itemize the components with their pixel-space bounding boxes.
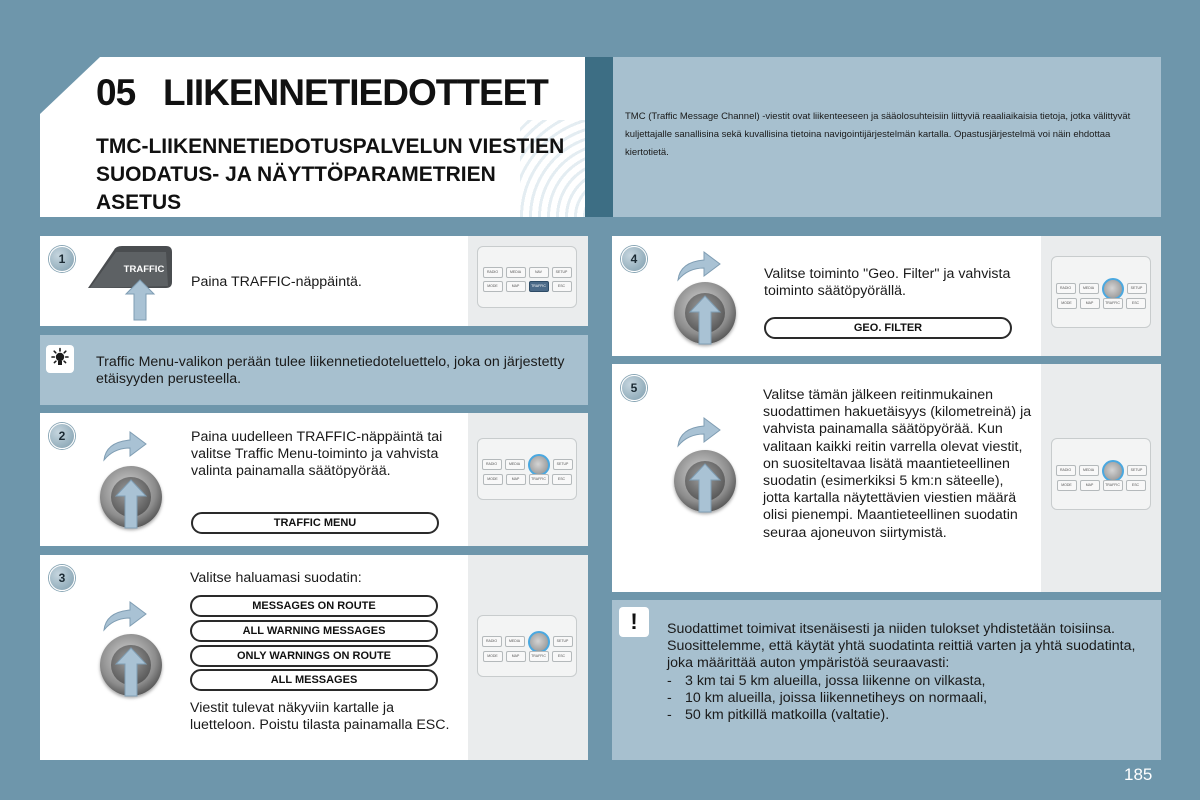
device-button: SETUP — [553, 459, 573, 470]
device-button: SETUP — [1127, 283, 1147, 294]
warning-bullet: - 50 km pitkillä matkoilla (valtatie). — [667, 707, 890, 724]
device-button: RADIO — [1056, 283, 1076, 294]
device-button: SETUP — [1127, 465, 1147, 476]
device-button: MAP — [506, 281, 526, 292]
device-button: SETUP — [552, 267, 572, 278]
device-button: MAP — [506, 651, 526, 662]
step-1-text: Paina TRAFFIC-näppäintä. — [191, 274, 362, 290]
filter-option: ALL MESSAGES — [190, 669, 438, 691]
device-button: RADIO — [482, 636, 502, 647]
device-button: ESC — [552, 651, 572, 662]
rotate-arrow-icon — [674, 416, 724, 448]
rotate-arrow-icon — [100, 430, 150, 462]
warning-bullet: - 3 km tai 5 km alueilla, jossa liikenne on vilkasta, — [667, 672, 986, 689]
device-illustration-5 — [1051, 438, 1151, 510]
device-button: SETUP — [553, 636, 573, 647]
section-subtitle: TMC-LIIKENNETIEDOTUSPALVELUN VIESTIEN SUODATUS- JA NÄYTTÖPARAMETRIEN ASETUS — [96, 135, 565, 214]
device-button: MODE — [483, 474, 503, 485]
device-knob-highlight — [1102, 460, 1124, 482]
device-button: MODE — [483, 281, 503, 292]
rotate-arrow-icon — [674, 250, 724, 282]
warning-bullet: - 10 km alueilla, joissa liikennetiheys on normaali, — [667, 689, 988, 706]
device-button: RADIO — [482, 459, 502, 470]
step-4-text: Valitse toiminto "Geo. Filter" ja vahvista toiminto säätöpyörällä. — [764, 266, 1011, 300]
page-number: 185 — [1124, 765, 1153, 784]
device-button: NAV — [529, 267, 549, 278]
device-button: MODE — [483, 651, 503, 662]
device-button: RADIO — [483, 267, 503, 278]
intro-text: TMC (Traffic Message Channel) -viestit ovat liikenteeseen ja sääolosuhteisiin liittyviä reaaliaikaisia tietoja, jotka välittyvät kuljettajalle sanallisina sekä kuvallisina tietoina navigointijärjestelmän kartalla. Opastusjärjestelmä voi näin ehdottaa kiertotietä. — [625, 111, 1131, 158]
warning-text — [667, 621, 1137, 724]
step-1-badge: 1 — [49, 246, 75, 272]
title-accent-bar — [585, 57, 613, 217]
device-button: MEDIA — [505, 459, 525, 470]
step-2-text: Paina uudelleen TRAFFIC-näppäintä tai valitse Traffic Menu-toiminto ja vahvista valinta painamalla säätöpyörää. — [191, 429, 443, 480]
device-button: TRAFFIC — [529, 474, 549, 485]
device-button: MODE — [1057, 480, 1077, 491]
press-arrow-icon — [114, 646, 148, 698]
warning-bullet-text: 3 km tai 5 km alueilla, jossa liikenne on vilkasta, — [685, 672, 986, 689]
device-button: MEDIA — [1079, 283, 1099, 294]
filter-option: MESSAGES ON ROUTE — [190, 595, 438, 617]
warning-bullet-text: 10 km alueilla, joissa liikennetiheys on normaali, — [685, 689, 988, 706]
step-3-badge: 3 — [49, 565, 75, 591]
device-knob-highlight — [528, 631, 550, 653]
device-button: MAP — [506, 474, 526, 485]
device-illustration-2 — [477, 438, 577, 500]
device-button: TRAFFIC — [529, 651, 549, 662]
warning-paragraph-1: Suodattimet toimivat itsenäisesti ja niiden tulokset yhdistetään toisiinsa. — [667, 621, 1115, 637]
device-button: MODE — [1057, 298, 1077, 309]
step-3-outro: Viestit tulevat näkyviin kartalle ja luetteloon. Poistu tilasta painamalla ESC. — [190, 700, 450, 734]
device-button: RADIO — [1056, 465, 1076, 476]
device-button: MEDIA — [506, 267, 526, 278]
device-button: MAP — [1080, 480, 1100, 491]
device-button: TRAFFIC — [1103, 480, 1123, 491]
press-arrow-icon — [114, 478, 148, 530]
step-5-badge: 5 — [621, 375, 647, 401]
warning-icon: ! — [619, 607, 649, 637]
press-arrow-icon — [688, 462, 722, 514]
device-button: ESC — [552, 281, 572, 292]
rotate-arrow-icon — [100, 600, 150, 632]
filter-option: ALL WARNING MESSAGES — [190, 620, 438, 642]
device-button: MEDIA — [1079, 465, 1099, 476]
device-traffic-button: TRAFFIC — [529, 281, 549, 292]
step-3-intro: Valitse haluamasi suodatin: — [190, 570, 362, 586]
device-knob-highlight — [528, 454, 550, 476]
tip-text: Traffic Menu-valikon perään tulee liikennetiedoteluettelo, joka on järjestetty etäisyyden perusteella. — [96, 354, 565, 388]
lightbulb-icon — [48, 347, 72, 371]
device-button: ESC — [1126, 298, 1146, 309]
step-2-badge: 2 — [49, 423, 75, 449]
device-illustration-4 — [1051, 256, 1151, 328]
device-button: TRAFFIC — [1103, 298, 1123, 309]
press-arrow-icon — [688, 294, 722, 346]
device-button: MAP — [1080, 298, 1100, 309]
step-5-text: Valitse tämän jälkeen reitinmukainen suodattimen hakuetäisyys (kilometreinä) ja vahvista painamalla säätöpyörää. Kun valitaan kaikki reitin varrella olevat viestit, on suositeltavaa lisätä maantieteellinen suodatin (esimerkiksi 5 km:n säteelle), jotta kartalla näytettävien viestien määrä olisi pienempi. Maantieteellinen suodatin seuraa ajoneuvon siirtymistä. — [763, 387, 1032, 541]
device-illustration-3 — [477, 615, 577, 677]
geo-filter-item: GEO. FILTER — [764, 317, 1012, 339]
filter-option: ONLY WARNINGS ON ROUTE — [190, 645, 438, 667]
warning-paragraph-2: Suosittelemme, että käytät yhtä suodatinta reittiä varten ja yhtä suodatinta, joka määrittää auton ympäristöä seuraavasti: — [667, 638, 1136, 672]
device-illustration-1 — [477, 246, 577, 308]
device-button: MEDIA — [505, 636, 525, 647]
traffic-key-label: TRAFFIC — [123, 264, 165, 275]
traffic-menu-item: TRAFFIC MENU — [191, 512, 439, 534]
chapter-title: LIIKENNETIEDOTTEET — [163, 72, 548, 113]
device-button: ESC — [1126, 480, 1146, 491]
step-4-badge: 4 — [621, 246, 647, 272]
device-button: ESC — [552, 474, 572, 485]
device-knob-highlight — [1102, 278, 1124, 300]
traffic-key-icon — [84, 244, 176, 324]
warning-bullet-text: 50 km pitkillä matkoilla (valtatie). — [685, 707, 890, 724]
chapter-number: 05 — [96, 72, 136, 113]
